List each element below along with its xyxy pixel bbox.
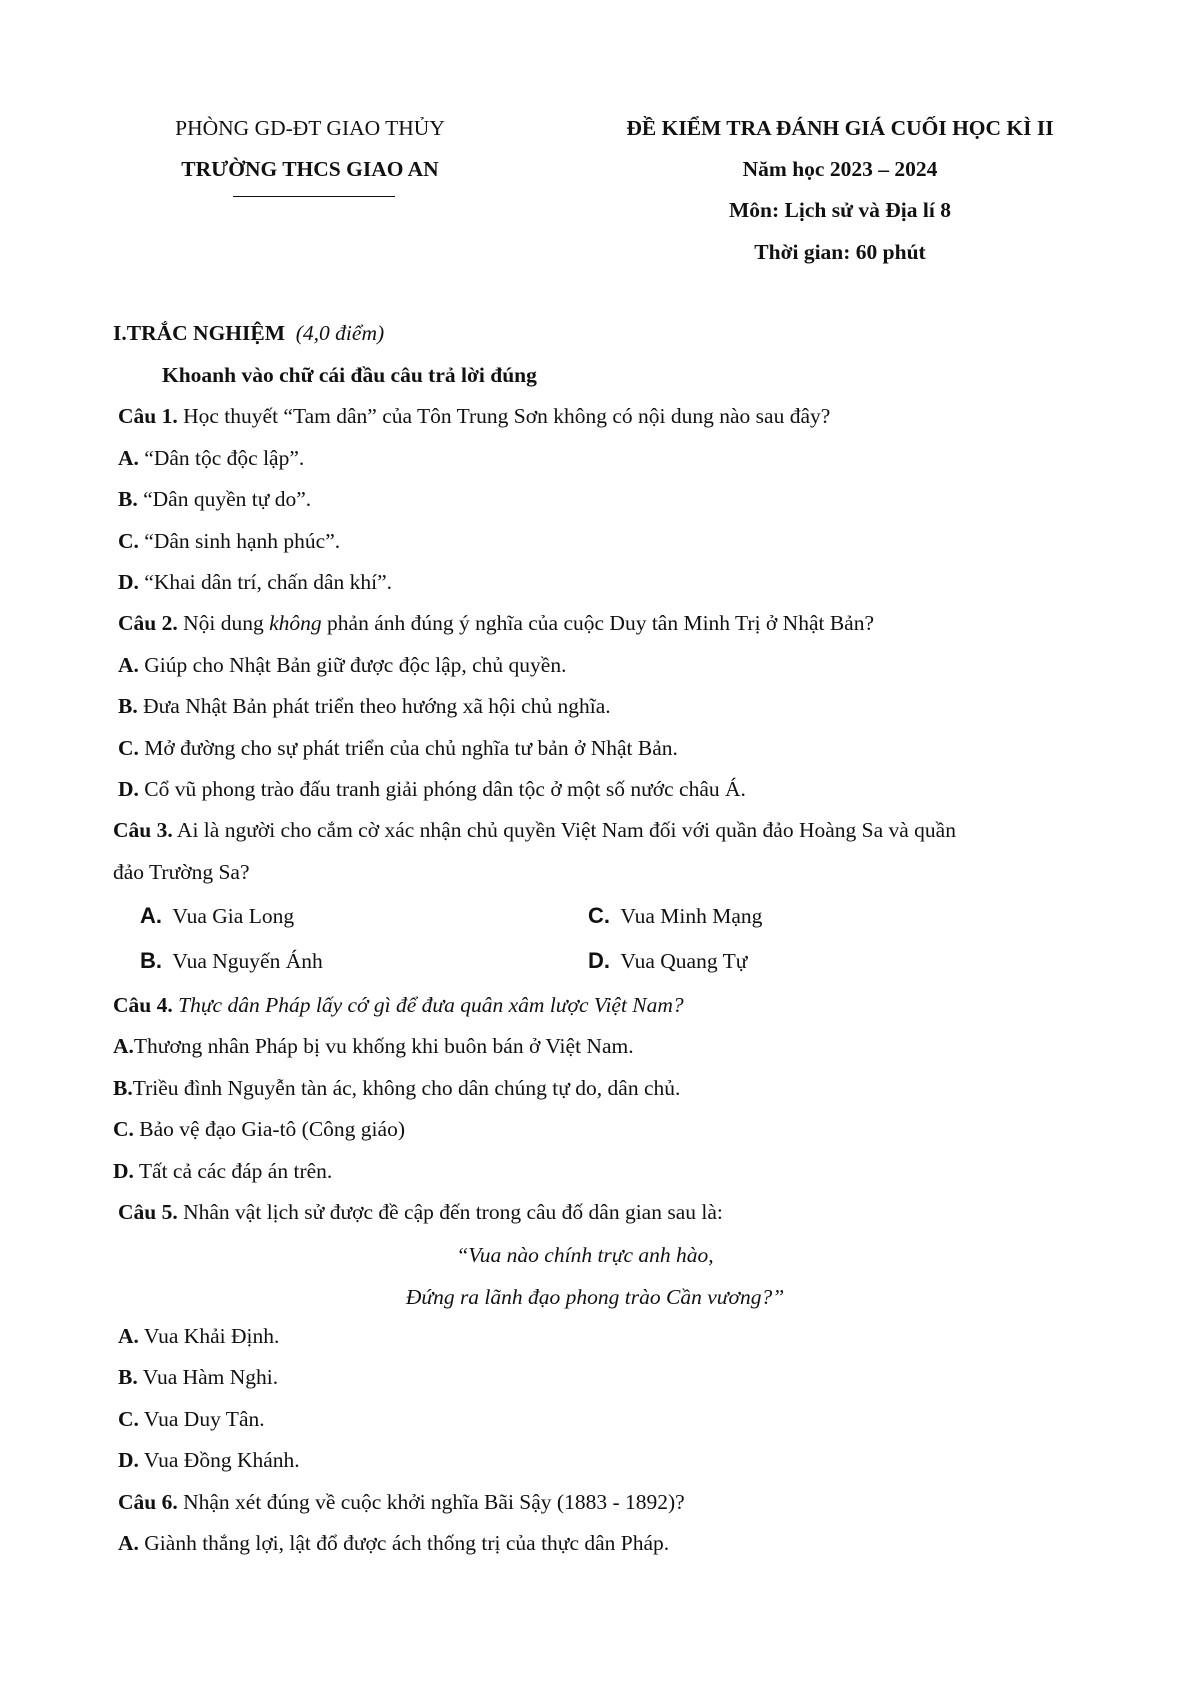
option-text: Thương nhân Pháp bị vu khống khi buôn bán ở Việt Nam. bbox=[133, 1034, 634, 1058]
question-text: Thực dân Pháp lấy cớ gì để đưa quân xâm lược Việt Nam? bbox=[172, 993, 684, 1017]
q1-option-d[interactable] bbox=[118, 572, 392, 594]
q5-option-b[interactable] bbox=[118, 1367, 278, 1389]
question-text: Nội dung bbox=[177, 611, 270, 635]
q4-option-d[interactable] bbox=[113, 1161, 332, 1183]
q4-option-a[interactable] bbox=[113, 1036, 634, 1058]
question-3 bbox=[113, 820, 956, 842]
option-letter: A. bbox=[140, 903, 162, 928]
section-points: (4,0 điểm) bbox=[295, 321, 385, 345]
q1-option-a[interactable] bbox=[118, 448, 304, 470]
option-letter: C. bbox=[118, 736, 139, 760]
question-label: Câu 2. bbox=[118, 611, 178, 635]
option-text: Giúp cho Nhật Bản giữ được độc lập, chủ quyền. bbox=[138, 653, 567, 677]
q1-option-b[interactable] bbox=[118, 489, 311, 511]
poem-line-1: “Vua nào chính trực anh hào, bbox=[456, 1243, 714, 1267]
option-text: Vua Hàm Nghi. bbox=[137, 1365, 279, 1389]
question-4 bbox=[113, 995, 684, 1017]
q3-option-b[interactable] bbox=[140, 950, 323, 973]
option-text: Mở đường cho sự phát triển của chủ nghĩa tư bản ở Nhật Bản. bbox=[138, 736, 678, 760]
section-heading bbox=[113, 323, 384, 345]
question-emphasis: không bbox=[269, 611, 322, 635]
option-text: Tất cả các đáp án trên. bbox=[133, 1159, 333, 1183]
option-letter: D. bbox=[118, 570, 139, 594]
q5-option-a[interactable] bbox=[118, 1326, 279, 1348]
option-letter: C. bbox=[118, 529, 139, 553]
instruction: Khoanh vào chữ cái đầu câu trả lời đúng bbox=[162, 363, 537, 387]
question-text: Nhận xét đúng về cuộc khởi nghĩa Bãi Sậy (1883 - 1892)? bbox=[177, 1490, 685, 1514]
option-text: “Dân sinh hạnh phúc”. bbox=[138, 529, 341, 553]
option-letter: D. bbox=[118, 777, 139, 801]
option-letter: B. bbox=[118, 1365, 138, 1389]
question-3-cont: đảo Trường Sa? bbox=[113, 860, 250, 884]
question-5 bbox=[118, 1202, 723, 1224]
section-title: I.TRẮC NGHIỆM bbox=[113, 321, 286, 345]
q3-option-d[interactable] bbox=[588, 950, 747, 973]
subject: Môn: Lịch sử và Địa lí 8 bbox=[729, 198, 951, 222]
q1-option-c[interactable] bbox=[118, 531, 340, 553]
option-text: Vua Khải Định. bbox=[138, 1324, 280, 1348]
question-1 bbox=[118, 406, 830, 428]
question-label: Câu 4. bbox=[113, 993, 173, 1017]
option-text: Vua Quang Tự bbox=[620, 949, 748, 973]
question-label: Câu 1. bbox=[118, 404, 178, 428]
option-text: Vua Nguyến Ánh bbox=[172, 949, 323, 973]
option-letter: B. bbox=[118, 487, 138, 511]
q2-option-a[interactable] bbox=[118, 655, 566, 677]
option-letter: D. bbox=[588, 948, 610, 973]
option-letter: C. bbox=[588, 903, 610, 928]
option-text: “Khai dân trí, chấn dân khí”. bbox=[138, 570, 393, 594]
q4-option-b[interactable] bbox=[113, 1078, 680, 1100]
option-text: “Dân quyền tự do”. bbox=[137, 487, 312, 511]
question-label: Câu 3. bbox=[113, 818, 173, 842]
exam-title: ĐỀ KIỂM TRA ĐÁNH GIÁ CUỐI HỌC KÌ II bbox=[626, 116, 1054, 140]
option-letter: A. bbox=[118, 1531, 139, 1555]
poem-line-2: Đứng ra lãnh đạo phong trào Cần vương?” bbox=[405, 1285, 785, 1309]
question-2 bbox=[118, 613, 874, 635]
q6-option-a[interactable] bbox=[118, 1533, 669, 1555]
question-6 bbox=[118, 1492, 685, 1514]
option-letter: A. bbox=[118, 653, 139, 677]
option-text: Đưa Nhật Bản phát triển theo hướng xã hội chủ nghĩa. bbox=[137, 694, 611, 718]
q5-option-d[interactable] bbox=[118, 1450, 300, 1472]
question-label: Câu 6. bbox=[118, 1490, 178, 1514]
question-text: Nhân vật lịch sử được đề cập đến trong câu đố dân gian sau là: bbox=[177, 1200, 723, 1224]
q2-option-c[interactable] bbox=[118, 738, 678, 760]
question-text: Học thuyết “Tam dân” của Tôn Trung Sơn không có nội dung nào sau đây? bbox=[177, 404, 831, 428]
option-text: Vua Duy Tân. bbox=[138, 1407, 265, 1431]
option-text: Vua Đồng Khánh. bbox=[138, 1448, 300, 1472]
option-text: Cổ vũ phong trào đấu tranh giải phóng dân tộc ở một số nước châu Á. bbox=[138, 777, 746, 801]
question-text: phản ánh đúng ý nghĩa của cuộc Duy tân Minh Trị ở Nhật Bản? bbox=[321, 611, 875, 635]
q2-option-d[interactable] bbox=[118, 779, 746, 801]
option-letter: A. bbox=[118, 1324, 139, 1348]
option-letter: B. bbox=[140, 948, 162, 973]
q4-option-c[interactable] bbox=[113, 1119, 405, 1141]
option-text: “Dân tộc độc lập”. bbox=[138, 446, 305, 470]
option-letter: C. bbox=[118, 1407, 139, 1431]
department-name: PHÒNG GD-ĐT GIAO THỦY bbox=[175, 116, 445, 140]
q5-option-c[interactable] bbox=[118, 1409, 265, 1431]
option-letter: A. bbox=[118, 446, 139, 470]
header-divider bbox=[233, 196, 395, 197]
q3-option-a[interactable] bbox=[140, 905, 294, 928]
option-letter: B. bbox=[118, 694, 138, 718]
option-text: Triều đình Nguyễn tàn ác, không cho dân chúng tự do, dân chủ. bbox=[132, 1076, 681, 1100]
option-text: Vua Minh Mạng bbox=[620, 904, 763, 928]
option-text: Giành thắng lợi, lật đổ được ách thống trị của thực dân Pháp. bbox=[138, 1531, 670, 1555]
option-text: Bảo vệ đạo Gia-tô (Công giáo) bbox=[133, 1117, 405, 1141]
exam-time: Thời gian: 60 phút bbox=[754, 240, 926, 264]
option-letter: C. bbox=[113, 1117, 134, 1141]
question-label: Câu 5. bbox=[118, 1200, 178, 1224]
option-letter: D. bbox=[118, 1448, 139, 1472]
option-letter: D. bbox=[113, 1159, 134, 1183]
option-letter: A. bbox=[113, 1034, 134, 1058]
option-letter: B. bbox=[113, 1076, 133, 1100]
school-year: Năm học 2023 – 2024 bbox=[742, 157, 938, 181]
school-name: TRƯỜNG THCS GIAO AN bbox=[181, 157, 439, 181]
option-text: Vua Gia Long bbox=[172, 904, 295, 928]
q2-option-b[interactable] bbox=[118, 696, 611, 718]
q3-option-c[interactable] bbox=[588, 905, 762, 928]
question-text: Ai là người cho cắm cờ xác nhận chủ quyền Việt Nam đối với quần đảo Hoàng Sa và quần bbox=[172, 818, 956, 842]
